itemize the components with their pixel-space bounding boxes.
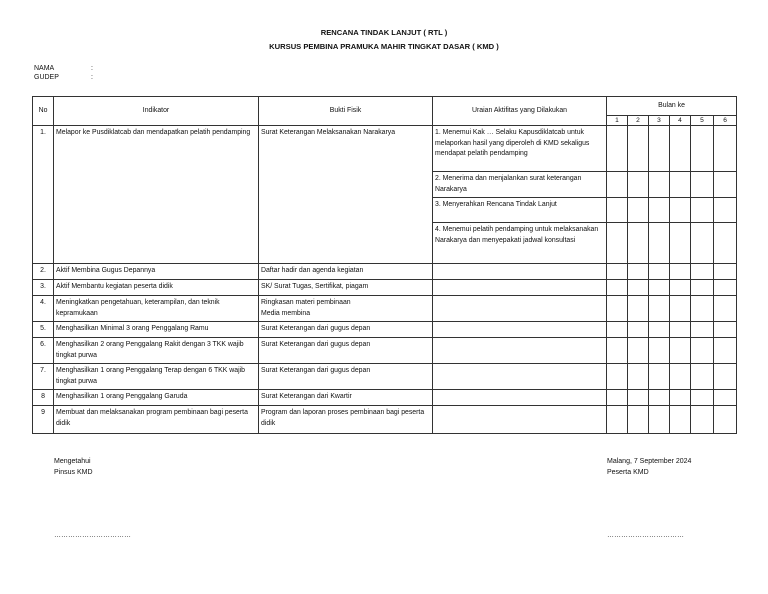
month-cell	[649, 172, 670, 198]
month-cell	[628, 223, 649, 264]
row-uraian	[433, 296, 607, 322]
month-cell	[691, 322, 714, 338]
month-cell	[649, 322, 670, 338]
row-indikator: Aktif Membantu kegiatan peserta didik	[54, 280, 259, 296]
month-cell	[714, 322, 737, 338]
field-sep: :	[91, 65, 93, 72]
row-bukti-fisik: Surat Keterangan Melaksanakan Narakarya	[259, 126, 433, 264]
signature-right	[607, 457, 691, 478]
month-cell	[649, 338, 670, 364]
row-no: 5.	[33, 322, 54, 338]
month-cell	[714, 223, 737, 264]
month-header: 5	[691, 116, 714, 126]
month-cell	[670, 223, 691, 264]
row-bukti-fisik: Surat Keterangan dari gugus depan	[259, 322, 433, 338]
month-cell	[670, 390, 691, 406]
month-cell	[607, 406, 628, 434]
month-cell	[714, 198, 737, 223]
row-no: 1.	[33, 126, 54, 264]
month-cell	[649, 296, 670, 322]
month-cell	[714, 172, 737, 198]
month-cell	[714, 280, 737, 296]
month-cell	[670, 406, 691, 434]
month-cell	[607, 322, 628, 338]
row-indikator: Meningkatkan pengetahuan, keterampilan, dan teknik kepramukaan	[54, 296, 259, 322]
rtl-table	[32, 96, 737, 434]
signature-left-dots: ……………………………	[54, 532, 131, 539]
month-cell	[607, 390, 628, 406]
month-cell	[670, 322, 691, 338]
month-cell	[714, 126, 737, 172]
row-indikator: Menghasilkan 2 orang Penggalang Rakit dengan 3 TKK wajib tingkat purwa	[54, 338, 259, 364]
month-header: 4	[670, 116, 691, 126]
document-title: RENCANA TINDAK LANJUT ( RTL )	[320, 28, 448, 37]
month-cell	[714, 264, 737, 280]
table-row	[33, 264, 737, 280]
month-cell	[628, 280, 649, 296]
month-cell	[649, 280, 670, 296]
month-cell	[714, 296, 737, 322]
row-bukti-fisik: Surat Keterangan dari gugus depan	[259, 364, 433, 390]
month-cell	[628, 296, 649, 322]
month-cell	[607, 126, 628, 172]
month-cell	[670, 338, 691, 364]
month-cell	[714, 390, 737, 406]
table-row	[33, 296, 737, 322]
month-cell	[628, 390, 649, 406]
month-cell	[649, 406, 670, 434]
month-cell	[607, 264, 628, 280]
signature-left-line2: Pinsus KMD	[54, 468, 93, 476]
month-cell	[628, 322, 649, 338]
month-cell	[628, 172, 649, 198]
table-row	[33, 126, 737, 172]
document-subtitle: KURSUS PEMBINA PRAMUKA MAHIR TINGKAT DASAR ( KMD )	[269, 42, 499, 51]
month-cell	[714, 364, 737, 390]
row-bukti-fisik: Program dan laporan proses pembinaan bagi peserta didik	[259, 406, 433, 434]
month-cell	[649, 364, 670, 390]
row-no: 3.	[33, 280, 54, 296]
signature-right-line2: Peserta KMD	[607, 468, 649, 476]
month-header: 3	[649, 116, 670, 126]
signature-left-line1: Mengetahui	[54, 458, 91, 465]
month-cell	[670, 126, 691, 172]
row-no: 8	[33, 390, 54, 406]
month-cell	[649, 223, 670, 264]
row-uraian	[433, 264, 607, 280]
header-bukti-fisik: Bukti Fisik	[259, 97, 433, 126]
row-bukti-fisik: Surat Keterangan dari gugus depan	[259, 338, 433, 364]
row-indikator: Menghasilkan Minimal 3 orang Penggalang Ramu	[54, 322, 259, 338]
month-header: 6	[714, 116, 737, 126]
month-cell	[628, 338, 649, 364]
row-indikator: Menghasilkan 1 orang Penggalang Garuda	[54, 390, 259, 406]
row-indikator: Menghasilkan 1 orang Penggalang Terap dengan 6 TKK wajib tingkat purwa	[54, 364, 259, 390]
signature-right-line1: Malang, 7 September 2024	[607, 458, 692, 465]
month-cell	[670, 280, 691, 296]
row-bukti-fisik: Daftar hadir dan agenda kegiatan	[259, 264, 433, 280]
row-uraian: 4. Menemui pelatih pendamping untuk melaksanakan Narakarya dan menyepakati jadwal konsultasi	[433, 223, 607, 264]
month-cell	[691, 264, 714, 280]
month-cell	[649, 126, 670, 172]
row-indikator: Membuat dan melaksanakan program pembinaan bagi peserta didik	[54, 406, 259, 434]
header-no: No	[33, 97, 54, 126]
month-cell	[628, 126, 649, 172]
table-body	[33, 126, 737, 434]
month-cell	[607, 338, 628, 364]
header-bulan-ke: Bulan ke	[607, 97, 737, 116]
row-bukti-fisik: Ringkasan materi pembinaan Media membina	[259, 296, 433, 322]
row-indikator: Aktif Membina Gugus Depannya	[54, 264, 259, 280]
month-header: 2	[628, 116, 649, 126]
month-cell	[691, 296, 714, 322]
table-row	[33, 322, 737, 338]
field-gudep	[34, 74, 93, 81]
row-indikator: Melapor ke Pusdiklatcab dan mendapatkan pelatih pendamping	[54, 126, 259, 264]
table-row	[33, 338, 737, 364]
month-header: 1	[607, 116, 628, 126]
table-row	[33, 364, 737, 390]
month-cell	[628, 364, 649, 390]
month-cell	[607, 364, 628, 390]
month-cell	[691, 338, 714, 364]
month-cell	[691, 280, 714, 296]
row-bukti-fisik: Surat Keterangan dari Kwartir	[259, 390, 433, 406]
field-nama	[34, 65, 93, 72]
row-no: 6.	[33, 338, 54, 364]
month-cell	[670, 296, 691, 322]
field-label: NAMA	[34, 65, 55, 72]
month-cell	[714, 338, 737, 364]
table-row	[33, 390, 737, 406]
month-cell	[649, 198, 670, 223]
row-uraian: 1. Menemui Kak … Selaku Kapusdiklatcab untuk melaporkan hasil yang diperoleh di KMD sekaligus mendapat pelatih pendamping	[433, 126, 607, 172]
month-cell	[691, 198, 714, 223]
row-uraian	[433, 322, 607, 338]
row-no: 4.	[33, 296, 54, 322]
month-cell	[714, 406, 737, 434]
row-uraian: 2. Menerima dan menjalankan surat keterangan Narakarya	[433, 172, 607, 198]
month-cell	[670, 198, 691, 223]
header-uraian: Uraian Aktifitas yang Dilakukan	[433, 97, 607, 126]
month-cell	[628, 264, 649, 280]
row-uraian: 3. Menyerahkan Rencana Tindak Lanjut	[433, 198, 607, 223]
month-cell	[607, 172, 628, 198]
row-bukti-fisik: SK/ Surat Tugas, Sertifikat, piagam	[259, 280, 433, 296]
row-uraian	[433, 280, 607, 296]
header-indikator: Indikator	[54, 97, 259, 126]
month-cell	[649, 264, 670, 280]
table-row	[33, 280, 737, 296]
field-label: GUDEP	[34, 74, 59, 81]
month-cell	[607, 223, 628, 264]
month-cell	[628, 198, 649, 223]
signature-left	[54, 457, 93, 478]
row-uraian	[433, 390, 607, 406]
row-uraian	[433, 406, 607, 434]
month-cell	[691, 390, 714, 406]
month-cell	[607, 296, 628, 322]
field-sep: :	[91, 74, 93, 81]
month-cell	[649, 390, 670, 406]
signature-right-dots: ……………………………	[607, 532, 684, 539]
month-cell	[628, 406, 649, 434]
month-cell	[607, 280, 628, 296]
month-cell	[670, 264, 691, 280]
row-uraian	[433, 338, 607, 364]
month-cell	[691, 223, 714, 264]
month-cell	[607, 198, 628, 223]
month-cell	[670, 172, 691, 198]
row-no: 2.	[33, 264, 54, 280]
month-cell	[691, 172, 714, 198]
row-no: 9	[33, 406, 54, 434]
table-row	[33, 406, 737, 434]
month-cell	[691, 406, 714, 434]
row-uraian	[433, 364, 607, 390]
month-cell	[691, 126, 714, 172]
month-cell	[691, 364, 714, 390]
row-no: 7.	[33, 364, 54, 390]
month-cell	[670, 364, 691, 390]
